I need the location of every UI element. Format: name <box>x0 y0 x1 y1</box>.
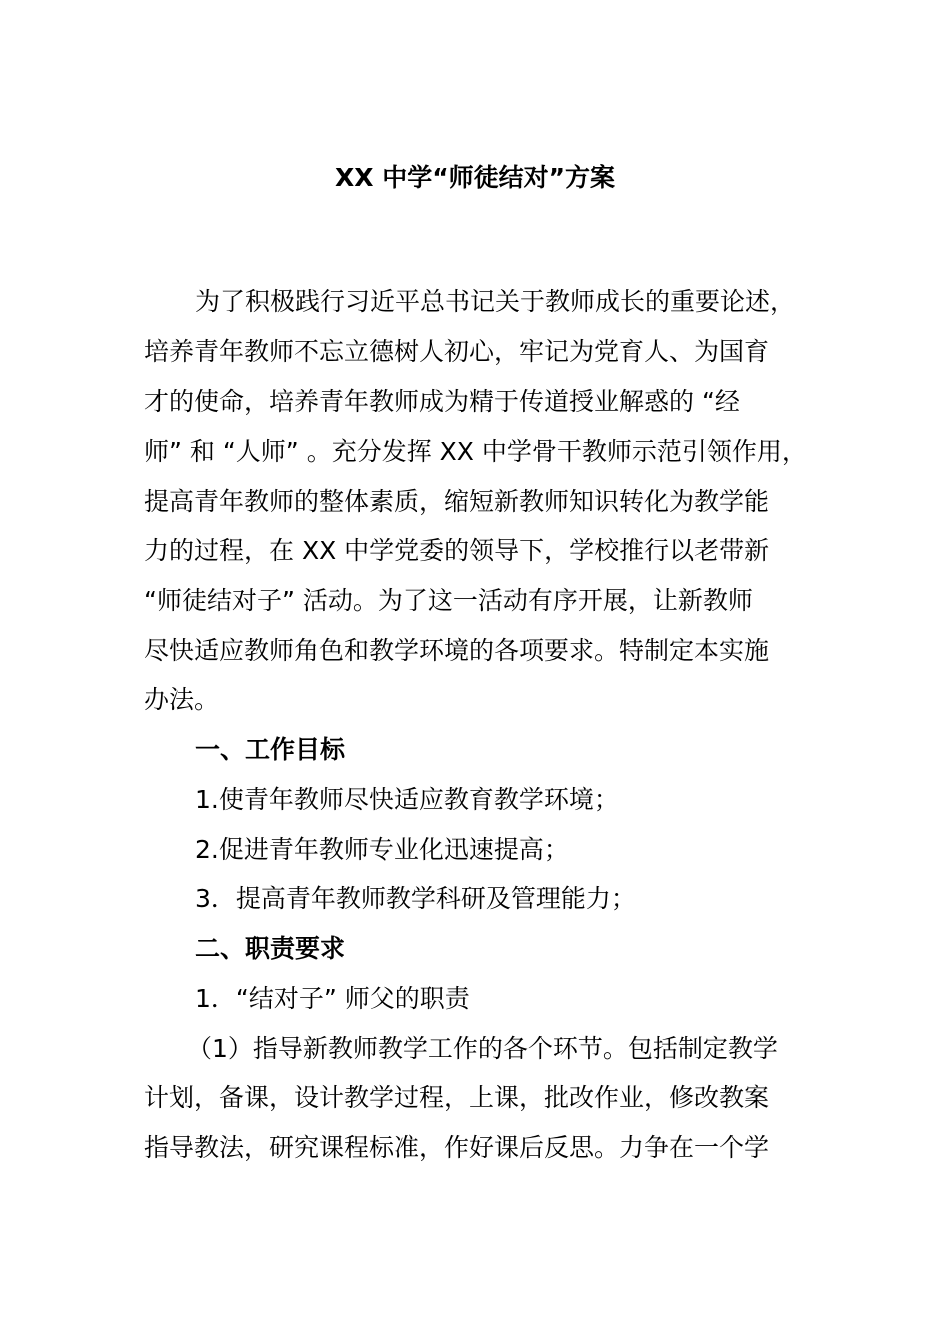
body-line: 力的过程，在 XX 中学党委的领导下，学校推行以老带新 <box>144 536 770 565</box>
body-line: 师” 和 “人师” 。充分发挥 XX 中学骨干教师示范引领作用， <box>144 437 807 466</box>
body-line: 才的使命，培养青年教师成为精于传道授业解惑的 “经 <box>144 387 740 416</box>
goal-item: 1.使青年教师尽快适应教育教学环境； <box>195 785 619 814</box>
goal-item: 3．提高青年教师教学科研及管理能力； <box>195 884 636 913</box>
subsection-heading: 1．“结对子” 师父的职责 <box>195 984 470 1013</box>
body-line: 指导教法，研究课程标准，作好课后反思。力争在一个学 <box>144 1133 770 1162</box>
body-line: 培养青年教师不忘立德树人初心，牢记为党育人、为国育 <box>144 337 770 366</box>
section-heading-goals: 一、工作目标 <box>195 735 346 764</box>
body-line: 尽快适应教师角色和教学环境的各项要求。特制定本实施 <box>144 636 770 665</box>
body-line: 为了积极践行习近平总书记关于教师成长的重要论述， <box>195 287 796 316</box>
body-line: （1）指导新教师教学工作的各个环节。包括制定教学 <box>187 1034 778 1063</box>
body-line: 提高青年教师的整体素质，缩短新教师知识转化为教学能 <box>144 487 770 516</box>
section-heading-duties: 二、职责要求 <box>195 934 346 963</box>
body-line: 办法。 <box>144 685 220 714</box>
document-title: XX 中学“师徒结对”方案 <box>334 163 616 192</box>
body-line: “师徒结对子” 活动。为了这一活动有序开展，让新教师 <box>144 586 753 615</box>
body-line: 计划，备课，设计教学过程，上课，批改作业，修改教案 <box>144 1083 770 1112</box>
goal-item: 2.促进青年教师专业化迅速提高； <box>195 835 569 864</box>
